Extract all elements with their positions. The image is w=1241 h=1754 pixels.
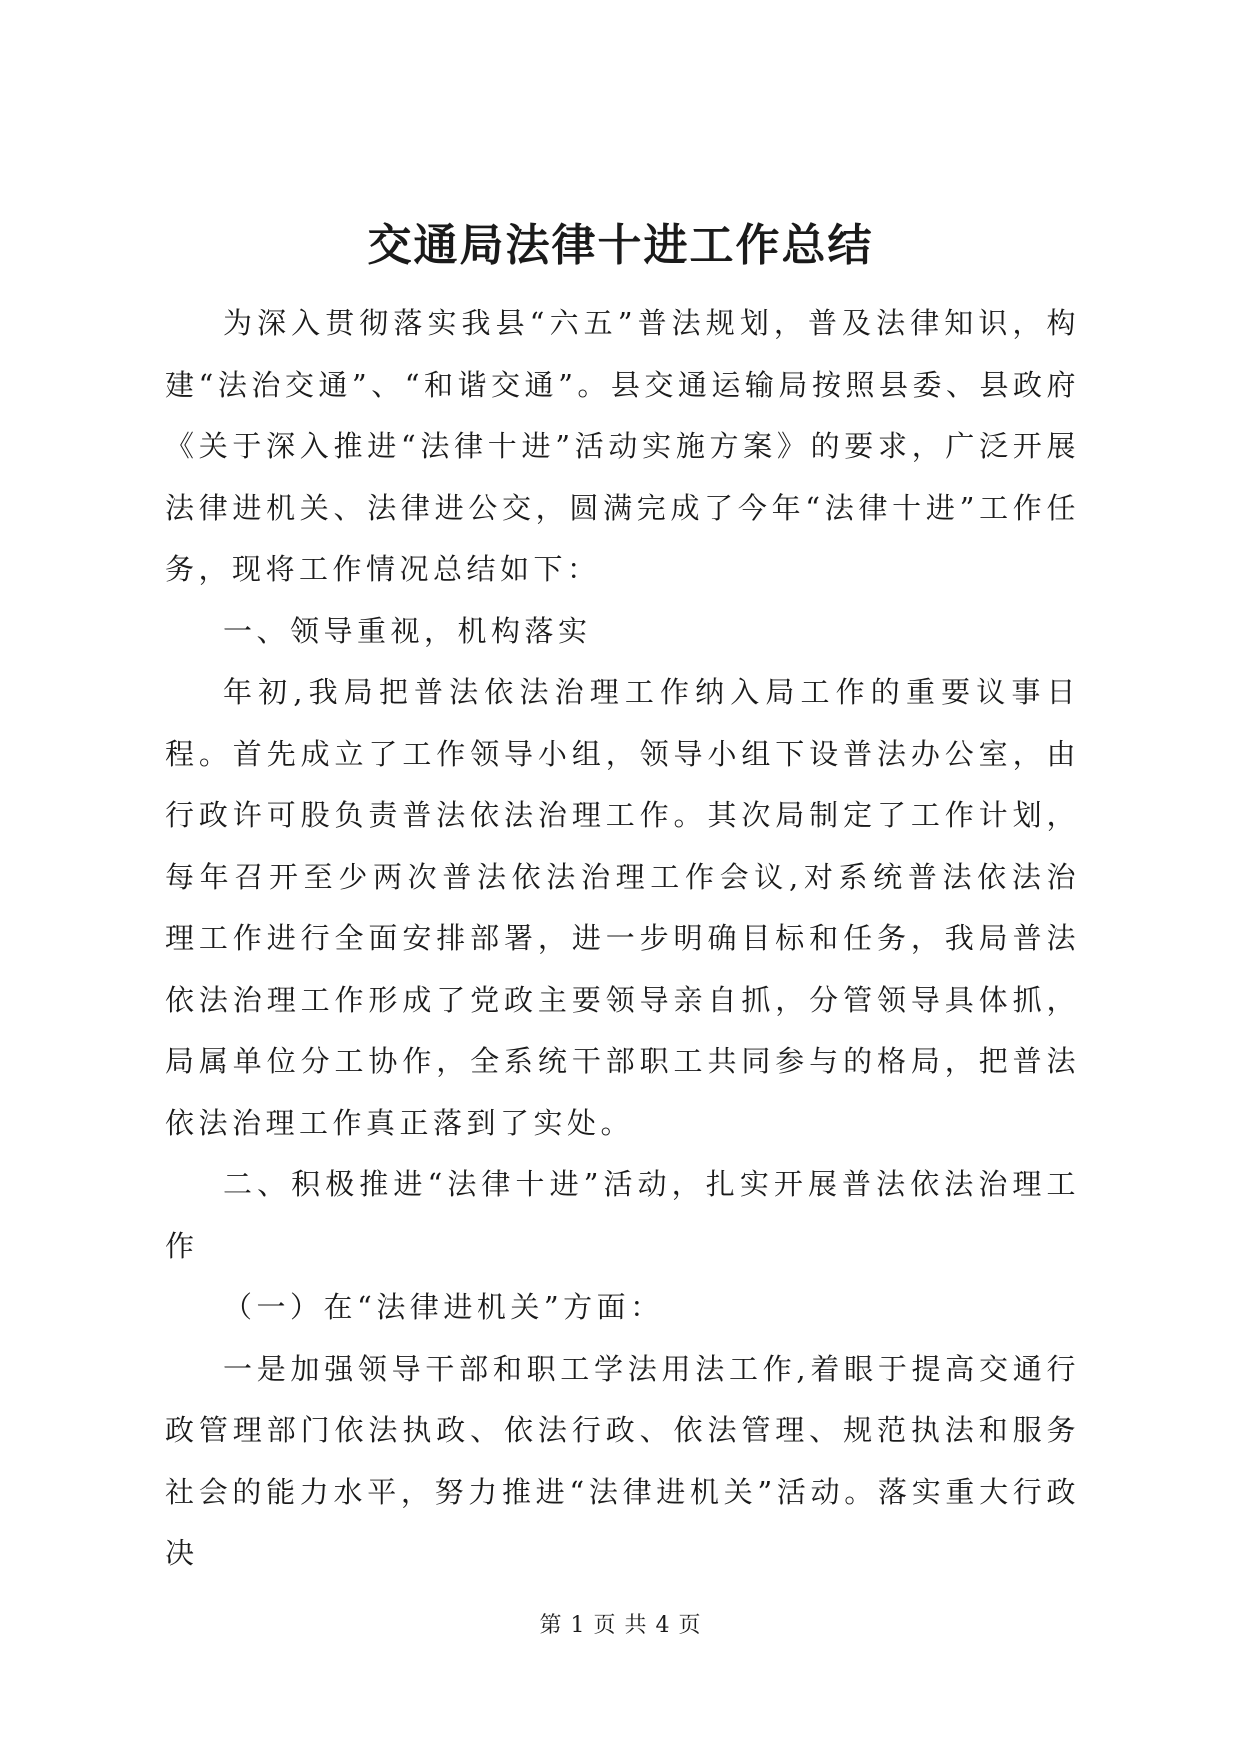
paragraph-section-1: 年初,我局把普法依法治理工作纳入局工作的重要议事日程。首先成立了工作领导小组，领导小组下设普法办公室，由行政许可股负责普法依法治理工作。其次局制定了工作计划，每年召开至少两次普法依法治理工作会议,对系统普法依法治理工作进行全面安排部署，进一步明确目标和任务，我局普法依法治理工作形成了党政主要领导亲自抓，分管领导具体抓，局属单位分工协作，全系统干部职工共同参与的格局，把普法依法治理工作真正落到了实处。 — [165, 675, 1080, 1140]
document-body — [165, 293, 1080, 1585]
subsection-heading-1: （一）在“法律进机关”方面： — [223, 1290, 664, 1324]
section-heading-1: 一、领导重视，机构落实 — [223, 613, 592, 648]
page-number-footer: 第 1 页 共 4 页 — [539, 1613, 702, 1638]
paragraph-intro: 为深入贯彻落实我县“六五”普法规划，普及法律知识，构建“法治交通”、“和谐交通”。县交通运输局按照县委、县政府《关于深入推进“法律十进”活动实施方案》的要求，广泛开展法律进机关、法律进公交，圆满完成了今年“法律十进”工作任务，现将工作情况总结如下： — [165, 306, 1080, 586]
paragraph-subsection-1: 一是加强领导干部和职工学法用法工作,着眼于提高交通行政管理部门依法执政、依法行政、依法管理、规范执法和服务社会的能力水平，努力推进“法律进机关”活动。落实重大行政决 — [165, 1351, 1080, 1570]
document-title: 交通局法律十进工作总结 — [367, 220, 874, 271]
section-heading-2: 二、积极推进“法律十进”活动，扎实开展普法依法治理工作 — [165, 1167, 1080, 1263]
